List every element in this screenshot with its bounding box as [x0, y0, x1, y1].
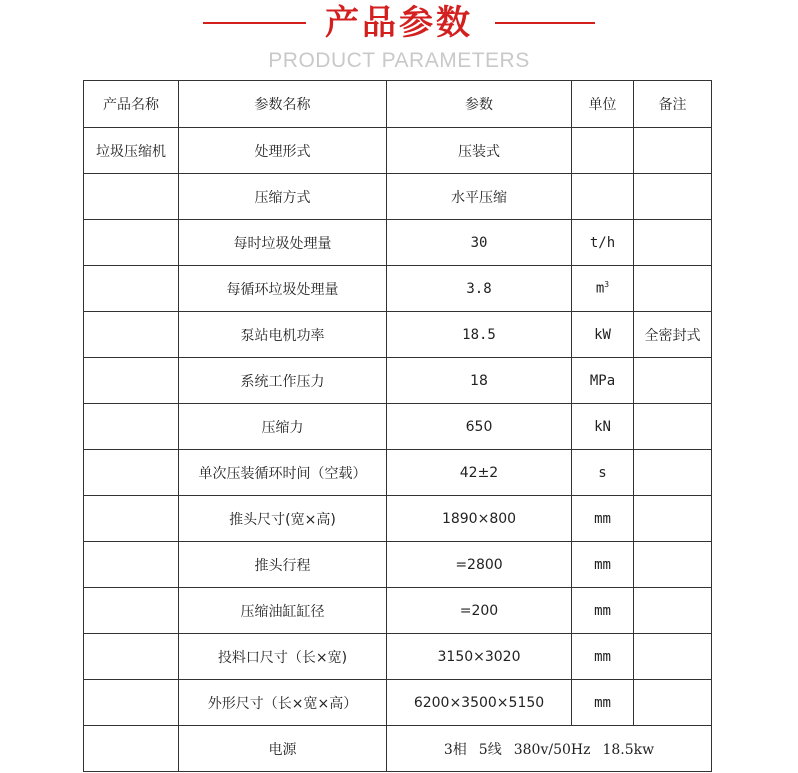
param-value-cell: 3150×3020 — [387, 634, 572, 680]
table-row — [84, 680, 712, 726]
product-name-cell — [84, 358, 179, 404]
unit-cell: s — [572, 450, 634, 496]
param-name-cell: 系统工作压力 — [179, 358, 387, 404]
product-name-cell — [84, 496, 179, 542]
unit-cell: mm — [572, 496, 634, 542]
unit-superscript: 3 — [604, 280, 610, 290]
page-title: 产品参数 — [325, 3, 473, 43]
param-name-cell: 压缩方式 — [179, 174, 387, 220]
product-name-cell — [84, 588, 179, 634]
unit-cell: kW — [572, 312, 634, 358]
param-value-cell: 18.5 — [387, 312, 572, 358]
param-name-cell: 压缩力 — [179, 404, 387, 450]
param-value-cell: 1890×800 — [387, 496, 572, 542]
column-header-value: 参数 — [387, 81, 572, 128]
product-name-cell — [84, 726, 179, 772]
param-name-cell: 处理形式 — [179, 128, 387, 174]
note-cell — [634, 404, 712, 450]
note-cell — [634, 634, 712, 680]
power-voltage: 380v/50Hz — [513, 741, 591, 758]
product-parameters-table — [83, 80, 712, 772]
param-name-cell: 每循环垃圾处理量 — [179, 266, 387, 312]
param-value-cell: 压装式 — [387, 128, 572, 174]
table-row — [84, 266, 712, 312]
table-row — [84, 312, 712, 358]
power-spec-cell — [387, 726, 712, 772]
param-name-cell: 每时垃圾处理量 — [179, 220, 387, 266]
table-header-row — [84, 81, 712, 128]
product-name-cell — [84, 220, 179, 266]
note-cell: 全密封式 — [634, 312, 712, 358]
table-row — [84, 404, 712, 450]
product-name-cell — [84, 542, 179, 588]
table-row-power — [84, 726, 712, 772]
param-value-cell: 水平压缩 — [387, 174, 572, 220]
param-name-cell: 压缩油缸缸径 — [179, 588, 387, 634]
power-kw: 18.5kw — [602, 741, 655, 758]
unit-cell: mm — [572, 588, 634, 634]
table-row — [84, 128, 712, 174]
table-row — [84, 496, 712, 542]
power-phase: 3相 — [443, 741, 467, 758]
note-cell — [634, 220, 712, 266]
unit-cell: mm — [572, 634, 634, 680]
note-cell — [634, 174, 712, 220]
product-name-cell — [84, 680, 179, 726]
unit-cell: MPa — [572, 358, 634, 404]
unit-cell — [572, 266, 634, 312]
product-name-cell — [84, 174, 179, 220]
table-row — [84, 634, 712, 680]
product-name-cell — [84, 450, 179, 496]
note-cell — [634, 680, 712, 726]
param-name-cell: 推头行程 — [179, 542, 387, 588]
param-value-cell: =200 — [387, 588, 572, 634]
note-cell — [634, 542, 712, 588]
product-name-cell — [84, 312, 179, 358]
note-cell — [634, 266, 712, 312]
unit-cell: mm — [572, 542, 634, 588]
product-name-cell — [84, 634, 179, 680]
table-row — [84, 588, 712, 634]
param-name-cell: 电源 — [179, 726, 387, 772]
param-name-cell: 外形尺寸（长×宽×高） — [179, 680, 387, 726]
table-row — [84, 450, 712, 496]
param-name-cell: 推头尺寸(宽×高) — [179, 496, 387, 542]
unit-cell: kN — [572, 404, 634, 450]
table-row — [84, 542, 712, 588]
unit-cell — [572, 128, 634, 174]
table-row — [84, 358, 712, 404]
param-value-cell: 18 — [387, 358, 572, 404]
page-subtitle: PRODUCT PARAMETERS — [268, 49, 530, 72]
column-header-product-name: 产品名称 — [84, 81, 179, 128]
note-cell — [634, 358, 712, 404]
note-cell — [634, 588, 712, 634]
param-value-cell: =2800 — [387, 542, 572, 588]
note-cell — [634, 450, 712, 496]
param-value-cell: 650 — [387, 404, 572, 450]
note-cell — [634, 496, 712, 542]
unit-base: m — [595, 280, 605, 297]
unit-cell: t/h — [572, 220, 634, 266]
param-name-cell: 投料口尺寸（长×宽) — [179, 634, 387, 680]
unit-cell — [572, 174, 634, 220]
param-value-cell: 6200×3500×5150 — [387, 680, 572, 726]
header-divider-right — [495, 22, 595, 24]
product-name-cell — [84, 266, 179, 312]
column-header-note: 备注 — [634, 81, 712, 128]
product-name-cell: 垃圾压缩机 — [84, 128, 179, 174]
product-name-cell — [84, 404, 179, 450]
param-value-cell: 42±2 — [387, 450, 572, 496]
unit-cell: mm — [572, 680, 634, 726]
param-name-cell: 泵站电机功率 — [179, 312, 387, 358]
param-value-cell: 30 — [387, 220, 572, 266]
table-row — [84, 174, 712, 220]
param-name-cell: 单次压装循环时间（空载） — [179, 450, 387, 496]
section-header — [0, 0, 798, 80]
table-row — [84, 220, 712, 266]
power-wires: 5线 — [478, 741, 502, 758]
column-header-unit: 单位 — [572, 81, 634, 128]
note-cell — [634, 128, 712, 174]
column-header-param-name: 参数名称 — [179, 81, 387, 128]
param-value-cell: 3.8 — [387, 266, 572, 312]
